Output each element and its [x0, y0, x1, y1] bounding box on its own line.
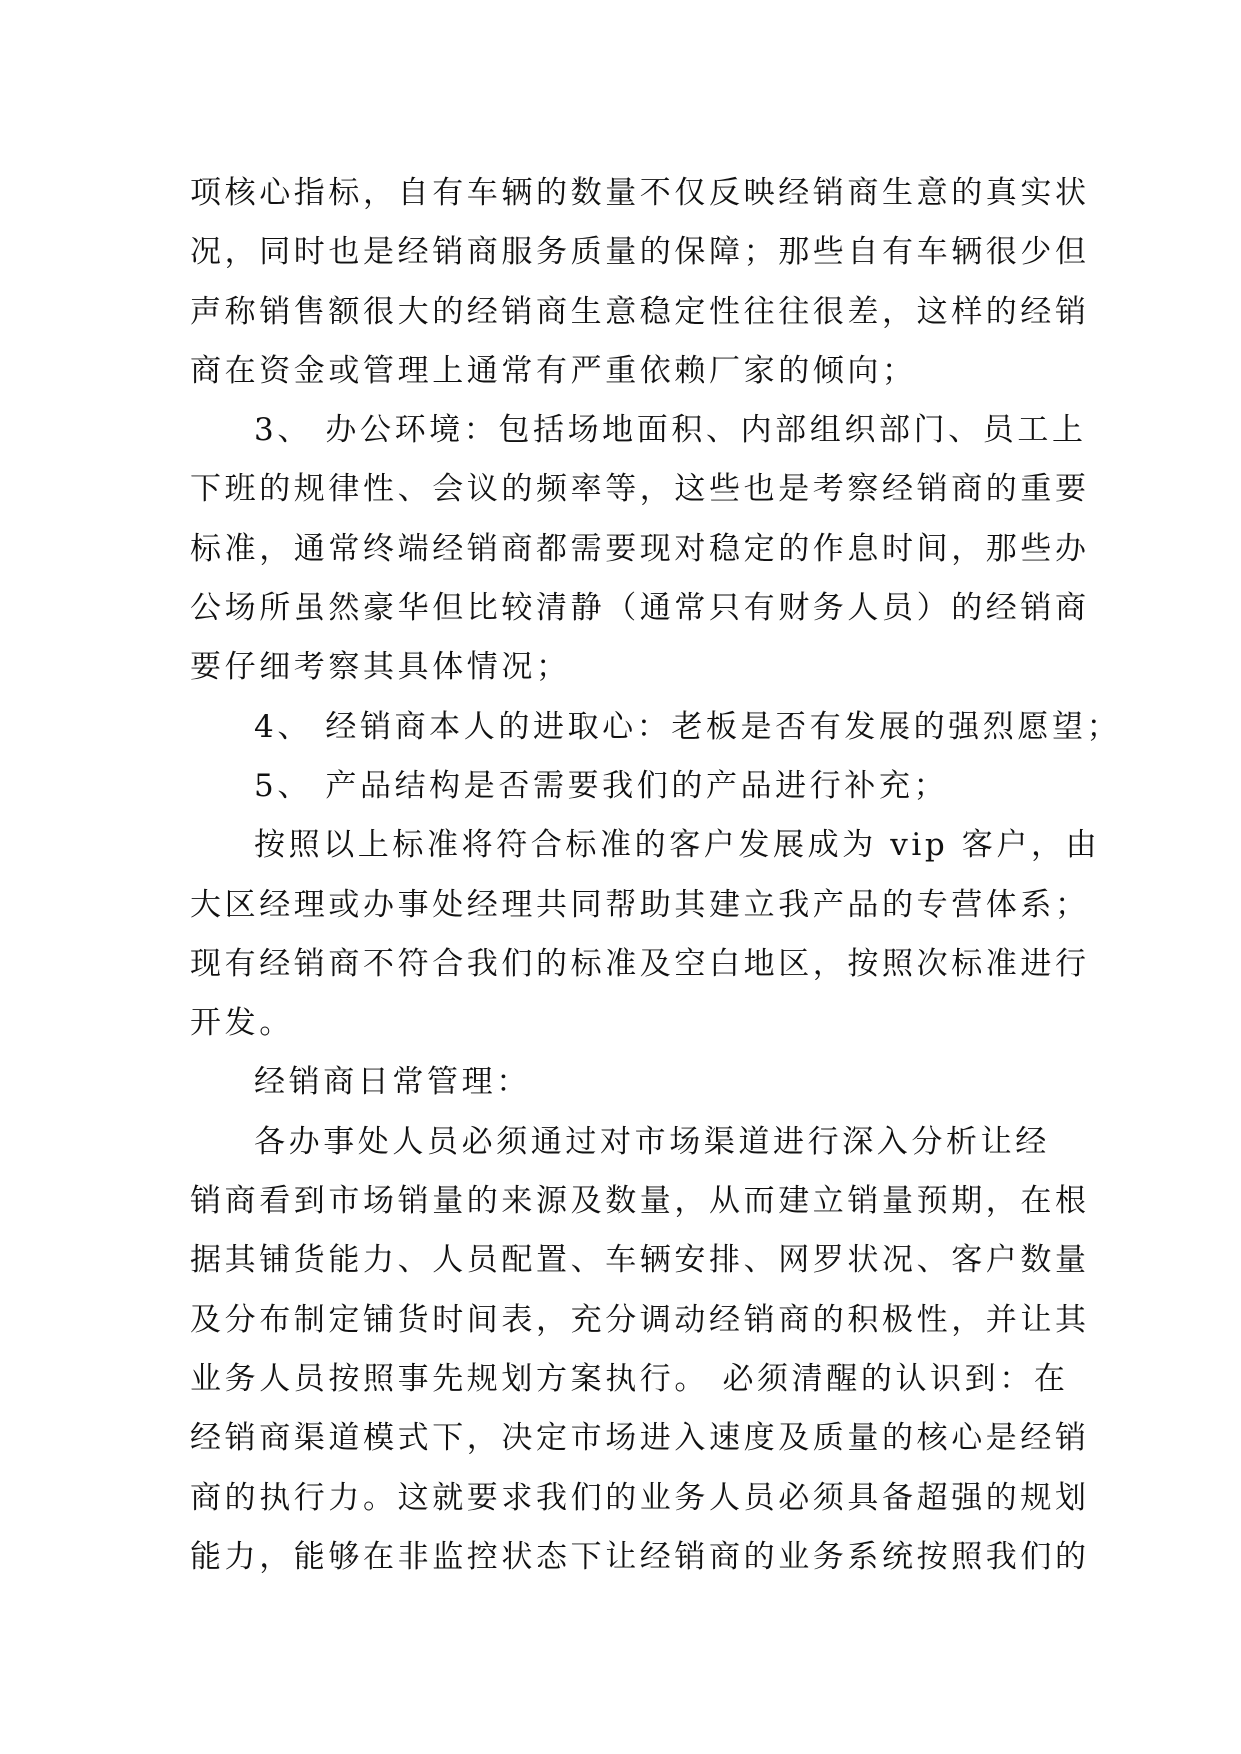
text-line: 现有经销商不符合我们的标准及空白地区，按照次标准进行	[190, 945, 1090, 982]
text-line: 4、 经销商本人的进取心：老板是否有发展的强烈愿望；	[254, 708, 1122, 745]
text-line: 况，同时也是经销商服务质量的保障；那些自有车辆很少但	[190, 234, 1090, 271]
text-line: 能力，能够在非监控状态下让经销商的业务系统按照我们的	[190, 1538, 1090, 1575]
text-line: 下班的规律性、会议的频率等，这些也是考察经销商的重要	[190, 471, 1090, 508]
text-line: 公场所虽然豪华但比较清静（通常只有财务人员）的经销商	[190, 590, 1090, 627]
text-line: 经销商渠道模式下，决定市场进入速度及质量的核心是经销	[190, 1420, 1090, 1457]
text-line: 各办事处人员必须通过对市场渠道进行深入分析让经	[254, 1123, 1050, 1160]
text-line: 3、 办公环境：包括场地面积、内部组织部门、员工上	[254, 412, 1087, 449]
text-line: 声称销售额很大的经销商生意稳定性往往很差，这样的经销	[190, 293, 1090, 330]
body-text	[190, 164, 1122, 1587]
text-line: 据其铺货能力、人员配置、车辆安排、网罗状况、客户数量	[190, 1242, 1090, 1279]
text-line: 商的执行力。这就要求我们的业务人员必须具备超强的规划	[190, 1479, 1090, 1516]
text-line: 业务人员按照事先规划方案执行。 必须清醒的认识到：在	[190, 1360, 1069, 1397]
text-line: 项核心指标，自有车辆的数量不仅反映经销商生意的真实状	[190, 175, 1090, 211]
text-line: 开发。	[190, 1005, 294, 1042]
text-line: 要仔细考察其具体情况；	[190, 649, 571, 686]
text-line: 大区经理或办事处经理共同帮助其建立我产品的专营体系；	[190, 886, 1090, 923]
text-line: 经销商日常管理：	[254, 1064, 531, 1101]
text-line: 商在资金或管理上通常有严重依赖厂家的倾向；	[190, 352, 917, 389]
text-line: 及分布制定铺货时间表，充分调动经销商的积极性，并让其	[190, 1301, 1090, 1338]
text-line: 销商看到市场销量的来源及数量，从而建立销量预期，在根	[190, 1183, 1090, 1220]
text-line: 按照以上标准将符合标准的客户发展成为 vip 客户，由	[254, 827, 1101, 864]
text-line: 标准，通常终端经销商都需要现对稳定的作息时间，那些办	[190, 530, 1090, 567]
text-line: 5、 产品结构是否需要我们的产品进行补充；	[254, 767, 949, 804]
